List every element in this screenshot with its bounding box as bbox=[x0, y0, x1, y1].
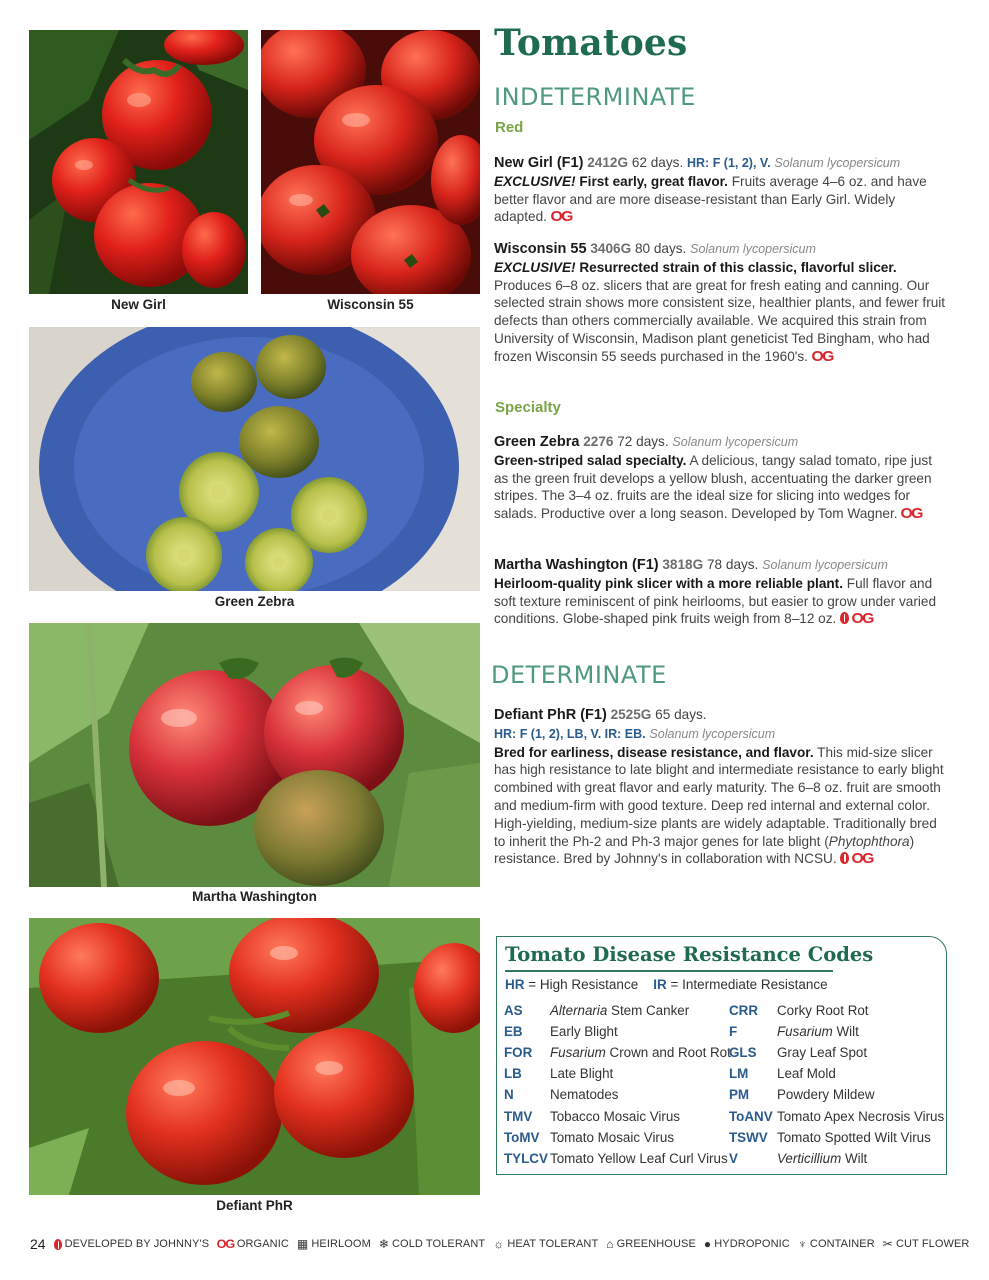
disease-code: TSWV bbox=[729, 1129, 768, 1145]
page-title: Tomatoes bbox=[494, 22, 688, 64]
photo-martha-washington bbox=[29, 623, 480, 887]
variety-name: Wisconsin 55 bbox=[494, 241, 587, 257]
legend-label: HEIRLOOM bbox=[311, 1238, 371, 1250]
photo-wisconsin-55 bbox=[261, 30, 480, 294]
disease-name: Corky Root Rot bbox=[777, 1003, 869, 1018]
scientific-name: Solanum lycopersicum bbox=[774, 156, 901, 170]
hr-text: = High Resistance bbox=[528, 977, 639, 992]
johnnys-drop-icon bbox=[840, 612, 849, 624]
container-plant-icon: ♆ bbox=[797, 1237, 807, 1251]
disease-code-row bbox=[729, 1109, 959, 1127]
disease-code-row bbox=[504, 1151, 734, 1169]
disease-code-row bbox=[504, 1024, 734, 1042]
disease-code: ToANV bbox=[729, 1108, 773, 1124]
product-code: 3818G bbox=[662, 557, 704, 572]
legend-item bbox=[798, 1237, 875, 1251]
legend-label: HYDROPONIC bbox=[714, 1238, 790, 1250]
days-to-maturity: 65 days. bbox=[655, 707, 707, 722]
section-heading-indeterminate: INDETERMINATE bbox=[494, 83, 696, 111]
caption-new-girl: New Girl bbox=[111, 297, 166, 312]
resistance-codes: HR: F (1, 2), LB, V. IR: EB. bbox=[494, 726, 646, 741]
disease-code: N bbox=[504, 1087, 514, 1103]
lead-sentence: Resurrected strain of this classic, flavorful slicer. bbox=[579, 259, 897, 275]
exclusive-tag: EXCLUSIVE! bbox=[494, 173, 576, 189]
ir-text: = Intermediate Resistance bbox=[670, 977, 828, 992]
legend-label: COLD TOLERANT bbox=[392, 1238, 486, 1250]
product-code: 2276 bbox=[583, 434, 614, 449]
disease-name: Fusarium Crown and Root Rot bbox=[550, 1045, 731, 1061]
caption-defiant-phr: Defiant PhR bbox=[216, 1198, 293, 1213]
product-code: 2412G bbox=[587, 155, 629, 170]
legend-item bbox=[606, 1237, 696, 1251]
disease-code: V bbox=[729, 1150, 738, 1166]
variety-entry-wisconsin-55 bbox=[494, 240, 946, 366]
disease-code: EB bbox=[504, 1024, 523, 1040]
disease-code: ToMV bbox=[504, 1129, 540, 1145]
legend-label: DEVELOPED BY JOHNNY'S bbox=[64, 1238, 210, 1250]
disease-name: Tomato Spotted Wilt Virus bbox=[777, 1129, 931, 1145]
disease-name: Gray Leaf Spot bbox=[777, 1045, 868, 1061]
disease-code: LM bbox=[729, 1066, 749, 1082]
photo-new-girl bbox=[29, 30, 248, 294]
greenhouse-icon: ⌂ bbox=[606, 1237, 614, 1251]
disease-resistance-codes-box bbox=[496, 936, 947, 1175]
ir-code: IR bbox=[653, 977, 667, 992]
photo-green-zebra bbox=[29, 327, 480, 591]
days-to-maturity: 80 days. bbox=[634, 241, 687, 256]
days-to-maturity: 62 days. bbox=[631, 155, 684, 170]
heat-icon: ☼ bbox=[493, 1237, 505, 1251]
disease-name: Nematodes bbox=[550, 1087, 619, 1103]
disease-code-row bbox=[729, 1087, 959, 1105]
lead-sentence: Heirloom-quality pink slicer with a more reliable plant. bbox=[494, 575, 843, 591]
lead-sentence: First early, great flavor. bbox=[579, 173, 728, 189]
disease-code: AS bbox=[504, 1003, 523, 1018]
disease-name: Fusarium Wilt bbox=[777, 1024, 859, 1040]
legend-label: CONTAINER bbox=[809, 1238, 875, 1250]
organic-og-icon: OG bbox=[216, 1237, 235, 1251]
disease-name: Alternaria Stem Canker bbox=[550, 1003, 690, 1018]
days-to-maturity: 72 days. bbox=[617, 434, 669, 449]
description: Produces 6–8 oz. slicers that are great for fresh eating and canning. Our selected strain shows more consistent size, healthier plants, and fewer fruit defects than others commercially available. We acquired this strain from University of Wisconsin, Madison plant geneticist Ted Bingham, who had frozen Wisconsin 55 seeds purchased in the 1960's. bbox=[494, 277, 946, 364]
caption-green-zebra: Green Zebra bbox=[214, 594, 295, 609]
hr-code: HR bbox=[505, 977, 525, 992]
description-end: ) resistance. Bred by Johnny's in collaboration with NCSU. bbox=[494, 833, 915, 867]
section-heading-determinate: DETERMINATE bbox=[491, 661, 667, 689]
days-to-maturity: 78 days. bbox=[706, 557, 759, 572]
legend-item bbox=[217, 1237, 289, 1251]
description-italic: Phytophthora bbox=[828, 833, 910, 849]
organic-og-icon: OG bbox=[550, 208, 572, 226]
description: Fruits average 4–6 oz. and have better flavor and are more disease-resistant than Early Girl. Widely adapted. bbox=[494, 173, 927, 225]
disease-code-row bbox=[504, 1003, 734, 1021]
disease-code-row bbox=[504, 1087, 734, 1105]
disease-name: Powdery Mildew bbox=[777, 1087, 875, 1103]
disease-box-title: Tomato Disease Resistance Codes bbox=[505, 943, 874, 966]
legend-item bbox=[704, 1237, 790, 1251]
johnnys-drop-icon bbox=[840, 852, 849, 864]
disease-code: TMV bbox=[504, 1108, 533, 1124]
product-code: 3406G bbox=[590, 241, 632, 256]
disease-name: Tomato Apex Necrosis Virus bbox=[777, 1108, 945, 1124]
disease-code-row bbox=[729, 1130, 959, 1148]
scientific-name: Solanum lycopersicum bbox=[690, 242, 816, 256]
organic-og-icon: OG bbox=[851, 850, 874, 868]
variety-entry-defiant-phr bbox=[494, 706, 946, 868]
scissors-icon: ✂ bbox=[882, 1237, 893, 1251]
legend-item bbox=[379, 1237, 485, 1251]
scientific-name: Solanum lycopersicum bbox=[762, 558, 888, 572]
disease-code-row bbox=[729, 1045, 959, 1063]
disease-name: Tomato Mosaic Virus bbox=[550, 1129, 675, 1145]
disease-code-row bbox=[729, 1066, 959, 1084]
legend-item bbox=[297, 1237, 371, 1251]
variety-entry-new-girl bbox=[494, 154, 946, 226]
disease-name: Early Blight bbox=[550, 1024, 618, 1040]
disease-code: GLS bbox=[729, 1045, 757, 1061]
legend-label: GREENHOUSE bbox=[616, 1238, 696, 1250]
disease-code: PM bbox=[729, 1087, 750, 1103]
disease-code: TYLCV bbox=[504, 1150, 548, 1166]
subheading-red: Red bbox=[495, 119, 524, 136]
disease-name: Leaf Mold bbox=[777, 1066, 836, 1082]
legend-item bbox=[54, 1238, 210, 1250]
organic-og-icon: OG bbox=[811, 347, 833, 365]
disease-name: Tobacco Mosaic Virus bbox=[550, 1108, 680, 1124]
disease-code-row bbox=[504, 1045, 734, 1063]
scientific-name: Solanum lycopersicum bbox=[672, 435, 799, 449]
description: Full flavor and soft texture reminiscent of pink heirlooms, but easier to grow under varied conditions. Globe-shaped pink fruits weigh from 8–12 oz. bbox=[494, 575, 937, 627]
snowflake-icon: ❄ bbox=[378, 1237, 389, 1251]
water-drop-icon: ● bbox=[703, 1237, 712, 1251]
page-number: 24 bbox=[30, 1236, 46, 1252]
resistance-key bbox=[505, 977, 828, 992]
lead-sentence: Green-striped salad specialty. bbox=[494, 452, 687, 468]
disease-code: F bbox=[729, 1024, 738, 1040]
product-code: 2525G bbox=[610, 707, 652, 722]
variety-name: Martha Washington (F1) bbox=[494, 557, 659, 573]
footer-legend bbox=[30, 1235, 969, 1253]
disease-code-row bbox=[504, 1130, 734, 1148]
divider bbox=[505, 970, 833, 972]
legend-label: HEAT TOLERANT bbox=[507, 1238, 599, 1250]
disease-name: Verticillium Wilt bbox=[777, 1150, 868, 1166]
disease-name: Late Blight bbox=[550, 1066, 614, 1082]
resistance-codes: HR: F (1, 2), V. bbox=[687, 156, 771, 170]
caption-martha-washington: Martha Washington bbox=[192, 889, 317, 904]
legend-item bbox=[883, 1237, 970, 1251]
variety-name: Green Zebra bbox=[494, 434, 580, 450]
disease-code-row bbox=[729, 1024, 959, 1042]
scientific-name: Solanum lycopersicum bbox=[649, 726, 776, 741]
variety-entry-green-zebra bbox=[494, 433, 946, 523]
lead-sentence: Bred for earliness, disease resistance, and flavor. bbox=[494, 744, 814, 760]
disease-name: Tomato Yellow Leaf Curl Virus bbox=[550, 1150, 728, 1166]
legend-label: ORGANIC bbox=[236, 1238, 289, 1250]
disease-code-row bbox=[504, 1109, 734, 1127]
organic-og-icon: OG bbox=[851, 610, 873, 628]
disease-code: LB bbox=[504, 1066, 522, 1082]
organic-og-icon: OG bbox=[900, 505, 923, 523]
photo-defiant-phr bbox=[29, 918, 480, 1195]
disease-code-row bbox=[729, 1151, 959, 1169]
johnnys-drop-icon bbox=[54, 1239, 62, 1250]
legend-label: CUT FLOWER bbox=[895, 1238, 970, 1250]
description: This mid-size slicer has high resistance to late blight and intermediate resistance to early blight combined with great flavor and early maturity. The 6–8 oz. fruit are smooth and medium-firm with good texture. Deep red internal and external color. High-yielding, medium-size plants are widely adaptable. Traditionally bred to inherit the Ph-2 and Ph-3 major genes for late blight ( bbox=[494, 744, 944, 849]
caption-wisconsin-55: Wisconsin 55 bbox=[327, 297, 414, 312]
heirloom-icon: ▦ bbox=[296, 1237, 309, 1251]
exclusive-tag: EXCLUSIVE! bbox=[494, 259, 576, 275]
disease-code-row bbox=[729, 1003, 959, 1021]
variety-name: Defiant PhR (F1) bbox=[494, 707, 607, 723]
description: A delicious, tangy salad tomato, ripe just as the green fruit develops a yellow blush, accentuating the darker green stripes. The 3–4 oz. fruits are the ideal size for slicing into wedges for salads. Productive over a long season. Developed by Tom Wagner. bbox=[494, 452, 932, 522]
variety-name: New Girl (F1) bbox=[494, 155, 584, 171]
disease-code: CRR bbox=[729, 1003, 759, 1018]
disease-code: FOR bbox=[504, 1045, 533, 1061]
disease-code-row bbox=[504, 1066, 734, 1084]
legend-item bbox=[493, 1237, 598, 1251]
variety-entry-martha-washington bbox=[494, 556, 946, 628]
subheading-specialty: Specialty bbox=[495, 399, 561, 416]
